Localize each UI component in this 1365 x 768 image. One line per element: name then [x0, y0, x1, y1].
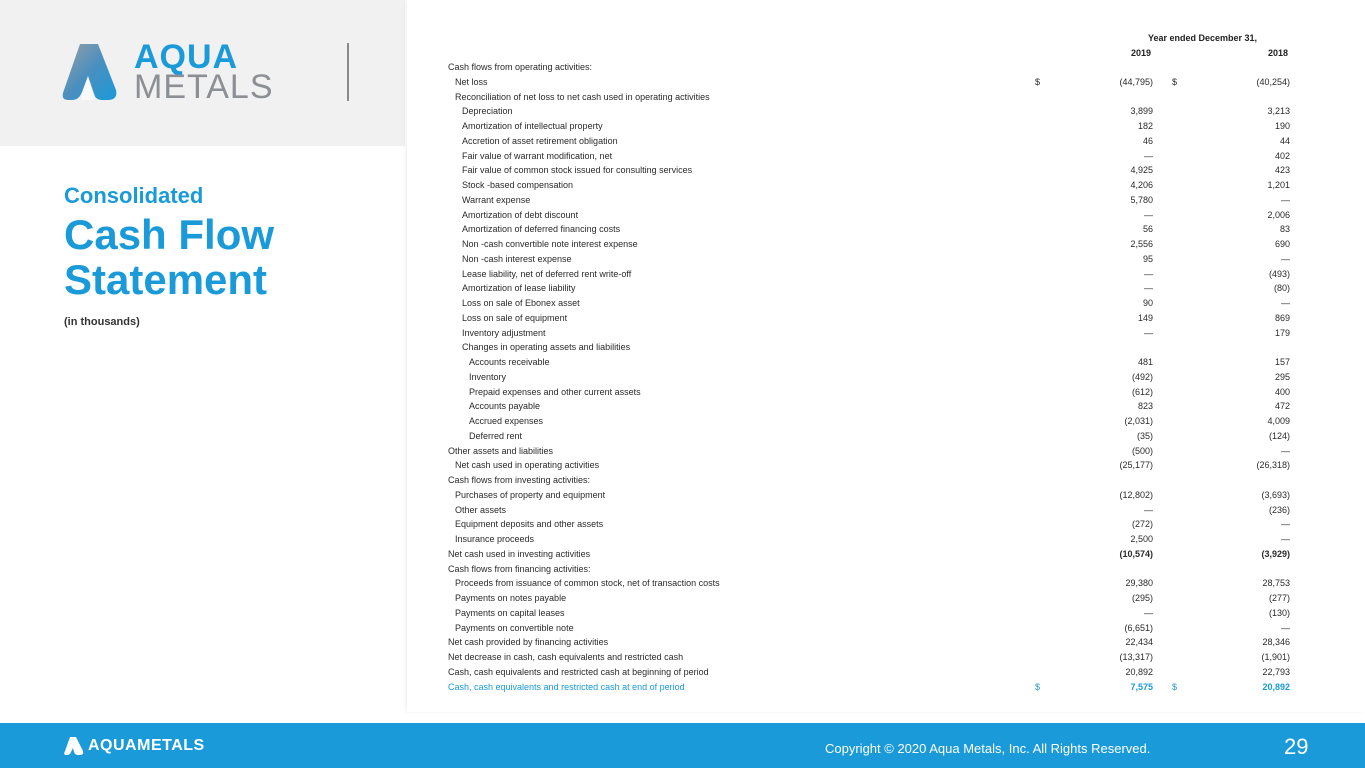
row-label: Cash, cash equivalents and restricted cash at beginning of period	[448, 666, 709, 677]
row-label: Accounts payable	[469, 401, 541, 412]
value-2018: (124)	[1268, 430, 1290, 441]
copyright-text: Copyright © 2020 Aqua Metals, Inc. All Rights Reserved.	[825, 741, 1151, 756]
value-2018: 44	[1279, 135, 1290, 146]
value-2019: 2,556	[1130, 239, 1153, 249]
value-2018: —	[1281, 622, 1290, 633]
table-row	[0, 401, 1365, 415]
value-2018: 2,006	[1267, 209, 1290, 220]
value-2018: 1,201	[1267, 180, 1290, 190]
row-label: Deferred rent	[469, 430, 523, 441]
table-row	[0, 254, 1365, 268]
value-2018: (277)	[1268, 593, 1290, 603]
row-label: Accounts receivable	[469, 357, 550, 367]
row-label: Accrued expenses	[469, 416, 544, 426]
value-2018: 3,213	[1267, 106, 1290, 117]
value-2019: 20,892	[1125, 666, 1153, 677]
row-label: Depreciation	[462, 106, 513, 117]
value-2018: 28,753	[1262, 578, 1290, 589]
table-row	[0, 165, 1365, 179]
row-label: Changes in operating assets and liabilities	[462, 342, 631, 353]
table-row	[0, 505, 1365, 519]
value-2018: 295	[1274, 371, 1290, 382]
row-label: Net loss	[455, 76, 488, 87]
table-row	[0, 151, 1365, 165]
value-2018: (80)	[1273, 283, 1290, 294]
value-2019: (12,802)	[1119, 489, 1153, 500]
row-label: Cash, cash equivalents and restricted cash at end of period	[448, 681, 685, 692]
table-row	[0, 77, 1365, 91]
row-label: Lease liability, net of deferred rent write-off	[462, 268, 632, 279]
row-label: Accretion of asset retirement obligation	[462, 135, 618, 146]
table-row	[0, 269, 1365, 283]
table-row	[0, 328, 1365, 342]
table-row	[0, 62, 1365, 76]
value-2019: (612)	[1131, 386, 1153, 397]
table-row	[0, 136, 1365, 150]
value-2018: 472	[1274, 401, 1290, 412]
currency-2018: $	[1172, 76, 1178, 87]
row-label: Amortization of debt discount	[462, 209, 579, 220]
value-2019: 4,925	[1130, 165, 1153, 176]
row-label: Net decrease in cash, cash equivalents and restricted cash	[448, 652, 684, 662]
value-2019: 481	[1137, 357, 1153, 367]
table-row	[0, 593, 1365, 607]
table-row	[0, 682, 1365, 696]
logo-text-aqua: AQUA	[134, 38, 239, 76]
value-2019: (35)	[1136, 430, 1153, 441]
footer-logo-text: AQUAMETALS	[88, 737, 205, 754]
table-row	[0, 239, 1365, 253]
value-2018: 20,892	[1262, 681, 1290, 692]
row-label: Net cash used in investing activities	[448, 548, 591, 559]
value-2019: —	[1144, 327, 1153, 338]
table-row	[0, 578, 1365, 592]
row-label: Loss on sale of equipment	[462, 312, 568, 323]
value-2018: 869	[1274, 312, 1290, 323]
value-2019: —	[1144, 283, 1153, 294]
row-label: Proceeds from issuance of common stock, net of transaction costs	[455, 578, 720, 589]
row-label: Purchases of property and equipment	[455, 489, 606, 500]
page-number: 29	[1284, 734, 1309, 759]
table-row	[0, 460, 1365, 474]
value-2019: —	[1144, 504, 1153, 515]
value-2019: 149	[1137, 312, 1153, 323]
value-2019: 5,780	[1130, 194, 1153, 205]
table-row	[0, 416, 1365, 430]
row-label: Non -cash interest expense	[462, 253, 572, 264]
table-row	[0, 195, 1365, 209]
table-row	[0, 667, 1365, 681]
row-label: Non -cash convertible note interest expense	[462, 239, 638, 249]
logo-text-metals: METALS	[134, 68, 274, 106]
row-label: Prepaid expenses and other current assets	[469, 386, 641, 397]
table-row	[0, 431, 1365, 445]
value-2018: 157	[1274, 357, 1290, 367]
value-2018: 83	[1279, 224, 1290, 235]
row-label: Net cash provided by financing activities	[448, 637, 609, 648]
value-2018: —	[1281, 253, 1290, 264]
value-2018: 28,346	[1262, 637, 1290, 648]
table-row	[0, 210, 1365, 224]
table-row	[0, 387, 1365, 401]
value-2018: (130)	[1268, 607, 1290, 618]
value-2018: 423	[1274, 165, 1290, 176]
table-row	[0, 283, 1365, 297]
value-2018: —	[1281, 194, 1290, 205]
table-row	[0, 372, 1365, 386]
value-2019: 2,500	[1130, 534, 1153, 544]
footer-bar	[0, 723, 1365, 768]
value-2018: (493)	[1268, 268, 1290, 279]
value-2018: 179	[1274, 327, 1290, 338]
row-label: Cash flows from financing activities:	[448, 563, 591, 574]
row-label: Equipment deposits and other assets	[455, 519, 604, 530]
value-2018: (1,901)	[1261, 652, 1290, 662]
row-label: Fair value of warrant modification, net	[462, 150, 613, 161]
value-2018: (26,318)	[1256, 460, 1290, 471]
value-2018: (40,254)	[1256, 76, 1290, 87]
value-2018: 190	[1274, 121, 1290, 131]
table-row	[0, 490, 1365, 504]
row-label: Cash flows from investing activities:	[448, 475, 591, 485]
value-2019: —	[1144, 150, 1153, 161]
table-row	[0, 92, 1365, 106]
row-label: Insurance proceeds	[455, 534, 535, 544]
value-2019: 3,899	[1130, 106, 1153, 117]
table-row	[0, 298, 1365, 312]
value-2018: (3,693)	[1261, 489, 1290, 500]
column-header-2019: 2019	[1131, 48, 1152, 58]
value-2018: 400	[1274, 386, 1290, 397]
value-2019: 29,380	[1125, 578, 1153, 589]
value-2019: —	[1144, 268, 1153, 279]
row-label: Amortization of intellectual property	[462, 121, 603, 131]
value-2019: (500)	[1131, 445, 1153, 456]
value-2019: (2,031)	[1124, 416, 1153, 426]
value-2018: (3,929)	[1261, 548, 1290, 559]
value-2018: 22,793	[1262, 666, 1290, 677]
title-statement: Statement	[64, 256, 268, 303]
value-2019: (272)	[1131, 519, 1153, 530]
table-row	[0, 637, 1365, 651]
table-row	[0, 623, 1365, 637]
row-label: Payments on convertible note	[455, 622, 574, 633]
value-2019: 90	[1142, 298, 1153, 308]
units-note: (in thousands)	[64, 316, 140, 328]
table-row	[0, 180, 1365, 194]
row-label: Loss on sale of Ebonex asset	[462, 298, 580, 308]
column-header-2018: 2018	[1268, 48, 1289, 58]
row-label: Amortization of lease liability	[462, 283, 576, 294]
row-label: Payments on notes payable	[455, 593, 567, 603]
row-label: Warrant expense	[462, 194, 531, 205]
table-row	[0, 224, 1365, 238]
value-2019: 95	[1142, 253, 1153, 264]
value-2019: 56	[1142, 224, 1153, 235]
value-2018: —	[1281, 519, 1290, 530]
row-label: Other assets and liabilities	[448, 445, 554, 456]
value-2019: 7,575	[1130, 681, 1153, 692]
value-2019: 823	[1137, 401, 1153, 412]
value-2019: 4,206	[1130, 180, 1153, 190]
table-row	[0, 357, 1365, 371]
table-row	[0, 534, 1365, 548]
currency-2019: $	[1035, 76, 1041, 87]
row-label: Payments on capital leases	[455, 607, 565, 618]
value-2018: —	[1281, 298, 1290, 308]
row-label: Fair value of common stock issued for consulting services	[462, 165, 693, 176]
value-2018: 4,009	[1267, 416, 1290, 426]
table-row	[0, 446, 1365, 460]
title-consolidated: Consolidated	[64, 183, 204, 208]
value-2019: 182	[1137, 121, 1153, 131]
table-row	[0, 342, 1365, 356]
row-label: Reconciliation of net loss to net cash used in operating activities	[455, 91, 710, 102]
value-2019: —	[1144, 209, 1153, 220]
title-cash-flow: Cash Flow	[64, 211, 275, 258]
value-2019: (295)	[1131, 593, 1153, 603]
row-label: Amortization of deferred financing costs	[462, 224, 621, 235]
row-label: Other assets	[455, 504, 507, 515]
table-row	[0, 106, 1365, 120]
value-2019: 46	[1142, 135, 1153, 146]
value-2019: (13,317)	[1119, 652, 1153, 662]
value-2018: 690	[1274, 239, 1290, 249]
row-label: Net cash used in operating activities	[455, 460, 600, 471]
table-row	[0, 549, 1365, 563]
value-2019: (25,177)	[1119, 460, 1153, 471]
row-label: Inventory	[469, 371, 507, 382]
row-label: Inventory adjustment	[462, 327, 546, 338]
currency-2019: $	[1035, 681, 1041, 692]
table-row	[0, 475, 1365, 489]
row-label: Cash flows from operating activities:	[448, 62, 593, 72]
value-2018: —	[1281, 445, 1290, 456]
value-2019: (44,795)	[1119, 76, 1153, 87]
value-2019: 22,434	[1125, 637, 1153, 648]
table-row	[0, 608, 1365, 622]
table-row	[0, 519, 1365, 533]
row-label: Stock -based compensation	[462, 180, 574, 190]
value-2019: (10,574)	[1119, 548, 1153, 559]
value-2018: 402	[1274, 150, 1290, 161]
value-2018: (236)	[1268, 504, 1290, 515]
value-2019: (6,651)	[1124, 622, 1153, 633]
value-2019: —	[1144, 607, 1153, 618]
value-2018: —	[1281, 534, 1290, 544]
table-row	[0, 564, 1365, 578]
table-row	[0, 652, 1365, 666]
value-2019: (492)	[1131, 371, 1153, 382]
table-row	[0, 313, 1365, 327]
period-header: Year ended December 31,	[1148, 33, 1258, 43]
table-row	[0, 121, 1365, 135]
currency-2018: $	[1172, 681, 1178, 692]
